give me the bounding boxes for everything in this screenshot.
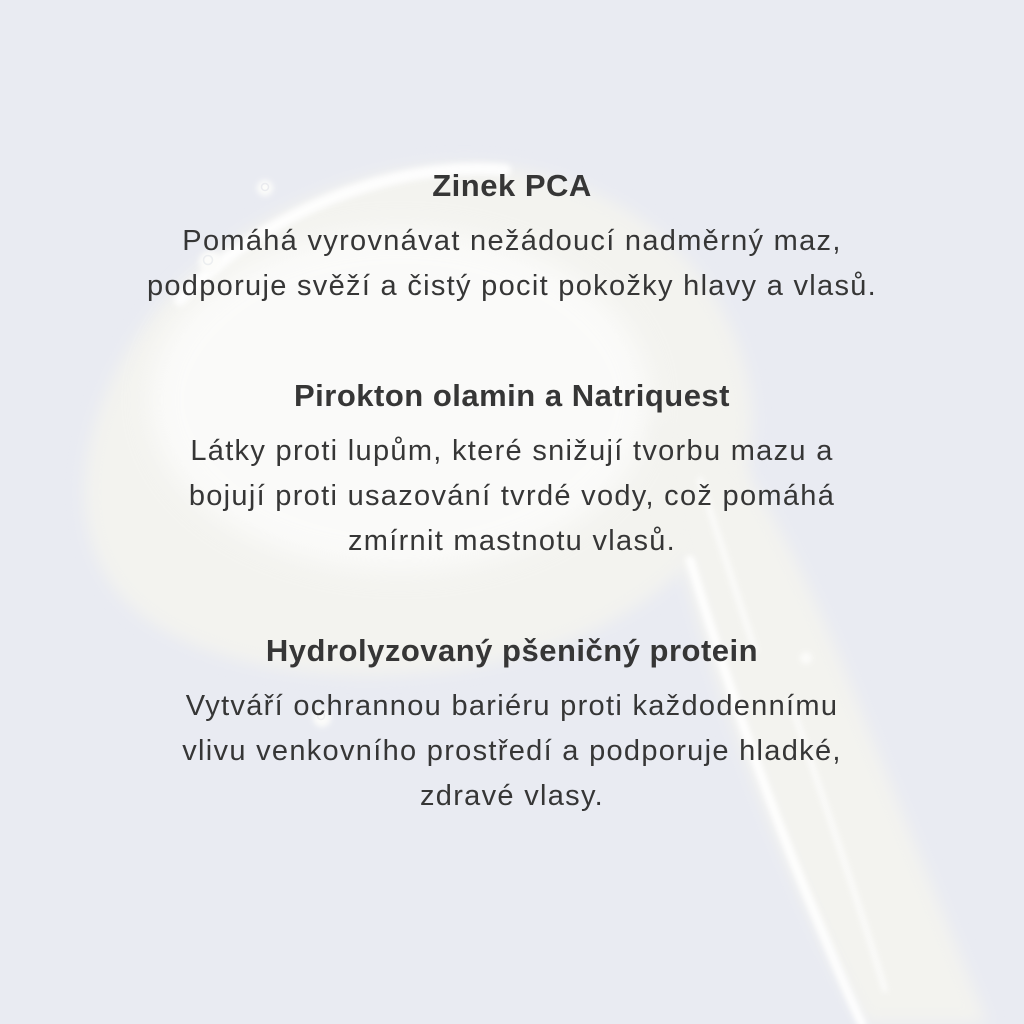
ingredient-sections — [0, 163, 1024, 883]
ingredient-description — [0, 219, 1024, 309]
description-line: podporuje svěží a čistý pocit pokožky hlavy a vlasů. — [146, 270, 878, 302]
description-line: bojují proti usazování tvrdé vody, což pomáhá — [188, 480, 836, 512]
ingredient-description — [0, 429, 1024, 564]
description-line: Pomáhá vyrovnávat nežádoucí nadměrný maz, — [182, 225, 842, 257]
description-line: Vytváří ochrannou bariéru proti každodennímu — [185, 690, 839, 722]
description-line: zmírnit mastnotu vlasů. — [347, 525, 677, 557]
section-pirokton-olamin-natriquest — [0, 373, 1024, 564]
description-line: Látky proti lupům, které snižují tvorbu mazu a — [190, 435, 834, 467]
ingredient-description — [0, 684, 1024, 819]
ingredient-heading: Zinek PCA — [432, 168, 592, 203]
section-hydrolyzovany-psenicny-protein — [0, 628, 1024, 819]
description-line: vlivu venkovního prostředí a podporuje hladké, — [182, 735, 842, 767]
ingredient-heading: Hydrolyzovaný pšeničný protein — [265, 633, 759, 668]
description-line: zdravé vlasy. — [420, 780, 604, 812]
ingredient-heading: Pirokton olamin a Natriquest — [293, 378, 730, 413]
section-zinek-pca — [0, 163, 1024, 309]
